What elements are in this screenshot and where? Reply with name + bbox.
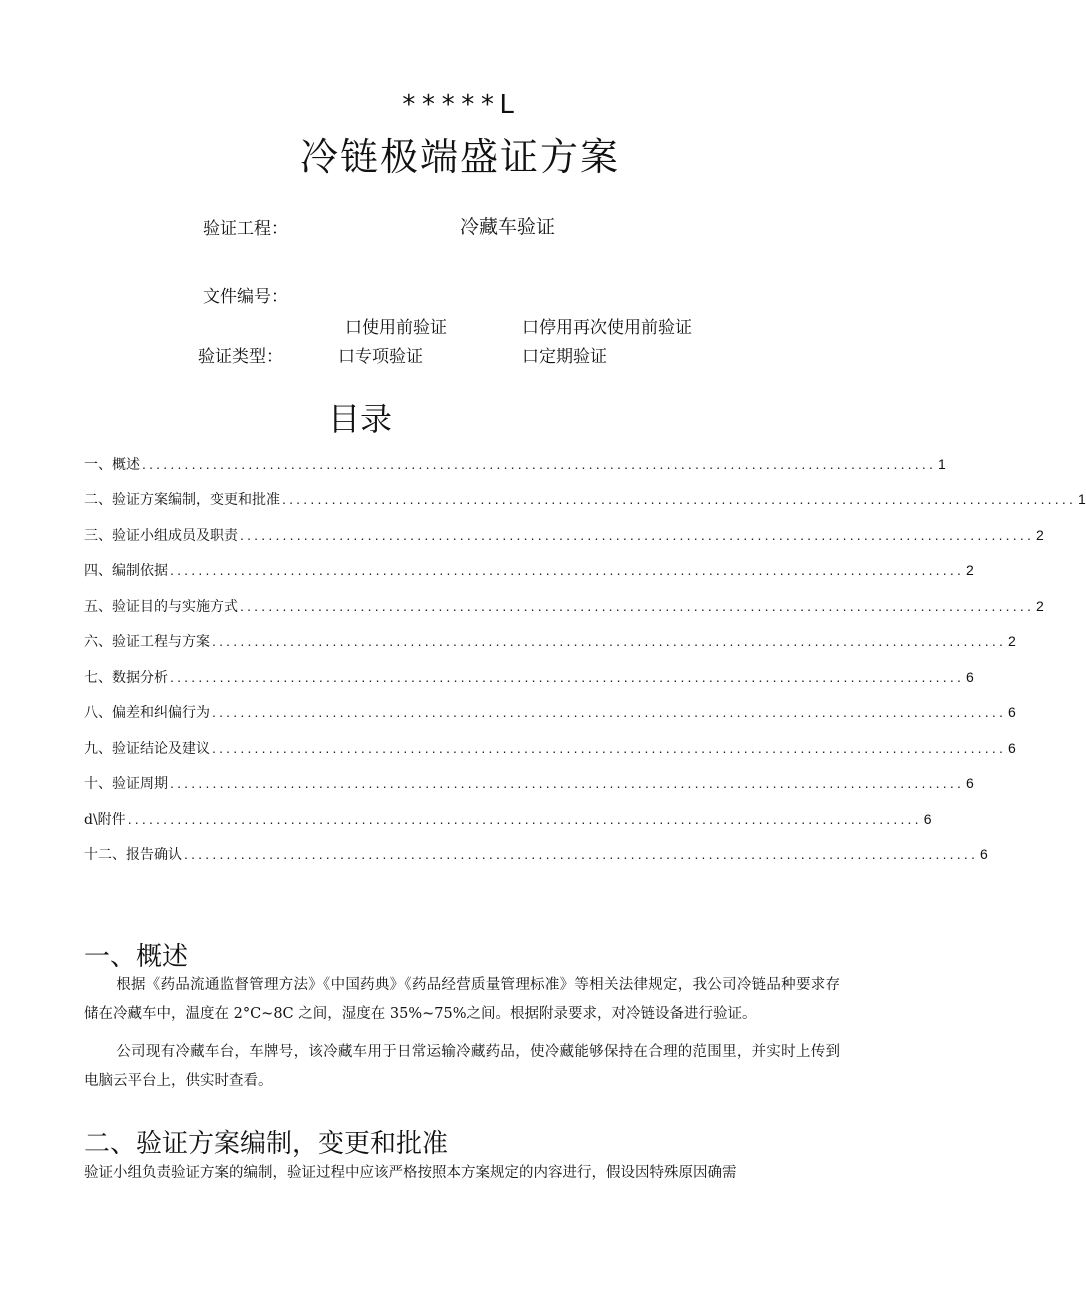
toc-item-page: 1 [938, 456, 946, 472]
toc-item-text: 七、数据分析 [84, 670, 168, 686]
toc-leader: ................................................................................................................ [127, 811, 922, 827]
header-stars: *****L [401, 90, 519, 120]
toc-item-page: 6 [1008, 740, 1016, 756]
toc-item[interactable] [84, 454, 946, 474]
toc-title: 目录 [328, 400, 393, 438]
toc-leader: ................................................................................................................ [282, 491, 1077, 507]
toc-item-text: 三、验证小组成员及职责 [84, 528, 238, 544]
docno-label: 文件编号： [203, 287, 288, 307]
toc-leader: ................................................................................................................ [212, 740, 1007, 756]
type-pre-use-checkbox[interactable]: 口使用前验证 [345, 318, 447, 338]
toc-item[interactable] [84, 560, 974, 580]
toc-item-page: 6 [923, 811, 932, 827]
toc-leader: ................................................................................................................ [240, 598, 1035, 614]
toc-item[interactable] [84, 631, 1016, 651]
project-label: 验证工程： [203, 219, 288, 239]
project-value: 冷藏车验证 [460, 216, 556, 238]
toc-leader: ................................................................................................................ [184, 846, 979, 862]
section-heading-overview: 一、概述 [84, 942, 189, 972]
type-periodic-checkbox[interactable]: 口定期验证 [522, 347, 607, 367]
toc-item[interactable] [84, 525, 1044, 545]
toc-item-text: 一、概述 [84, 457, 140, 473]
toc-item-page: 6 [966, 669, 974, 685]
section-heading-approval: 二、验证方案编制，变更和批准 [84, 1129, 449, 1159]
approval-paragraph-text: 验证小组负责验证方案的编制，验证过程中应该严格按照本方案规定的内容进行，假设因特殊原因确需 [84, 1165, 737, 1181]
toc-item-page: 2 [1036, 527, 1044, 543]
overview-paragraph-text: 公司现有冷藏车台，车牌号，该冷藏车用于日常运输冷藏药品，使冷藏能够保持在合理的范围里，并实时上传到电脑云平台上，供实时查看。 [84, 1044, 840, 1089]
type-label: 验证类型： [198, 347, 283, 367]
toc-item[interactable] [84, 773, 974, 793]
toc-leader: ................................................................................................................ [212, 633, 1007, 649]
toc-item[interactable] [84, 738, 1016, 758]
toc-leader: ................................................................................................................ [170, 562, 965, 578]
toc-item-page: 2 [1036, 598, 1044, 614]
toc-item-text: 二、验证方案编制，变更和批准 [84, 492, 280, 508]
toc-item-text: 八、偏差和纠偏行为 [84, 705, 210, 721]
toc-item[interactable] [84, 809, 932, 829]
document-title: 冷链极端盛证方案 [299, 135, 620, 179]
toc-item[interactable] [84, 489, 1086, 509]
toc-leader: ................................................................................................................ [240, 527, 1035, 543]
toc-leader: ................................................................................................................ [212, 704, 1007, 720]
toc-leader: ................................................................................................................ [170, 775, 965, 791]
toc-item-page: 2 [1008, 633, 1016, 649]
toc-item-page: 6 [980, 846, 988, 862]
toc-item-text: 九、验证结论及建议 [84, 741, 210, 757]
toc-item-text: 四、编制依据 [84, 563, 168, 579]
type-special-checkbox[interactable]: 口专项验证 [338, 347, 423, 367]
toc-item-text: d\附件 [84, 812, 126, 828]
toc-leader: ................................................................................................................ [142, 456, 937, 472]
toc-item-page: 2 [966, 562, 974, 578]
toc-item-page: 6 [966, 775, 974, 791]
toc-item-page: 1 [1078, 491, 1086, 507]
overview-paragraph [84, 971, 840, 1029]
toc-item[interactable] [84, 667, 974, 687]
toc-item-text: 五、验证目的与实施方式 [84, 599, 238, 615]
toc-item[interactable] [84, 844, 988, 864]
toc-item-text: 十二、报告确认 [84, 847, 182, 863]
overview-paragraph [84, 1038, 840, 1096]
approval-paragraph [84, 1159, 840, 1188]
toc-item-text: 六、验证工程与方案 [84, 634, 210, 650]
toc-item-text: 十、验证周期 [84, 776, 168, 792]
type-reuse-checkbox[interactable]: 口停用再次使用前验证 [522, 318, 692, 338]
overview-paragraph-text: 根据《药品流通监督管理方法》《中国药典》《药品经营质量管理标准》等相关法律规定，我公司冷链品种要求存储在冷藏车中，温度在 2°C~8C 之间，湿度在 35%~75%之间。根据附录要求，对冷链设备进行验证。 [84, 977, 840, 1022]
toc-item[interactable] [84, 596, 1044, 616]
toc-item[interactable] [84, 702, 1016, 722]
toc-item-page: 6 [1008, 704, 1016, 720]
toc-leader: ................................................................................................................ [170, 669, 965, 685]
